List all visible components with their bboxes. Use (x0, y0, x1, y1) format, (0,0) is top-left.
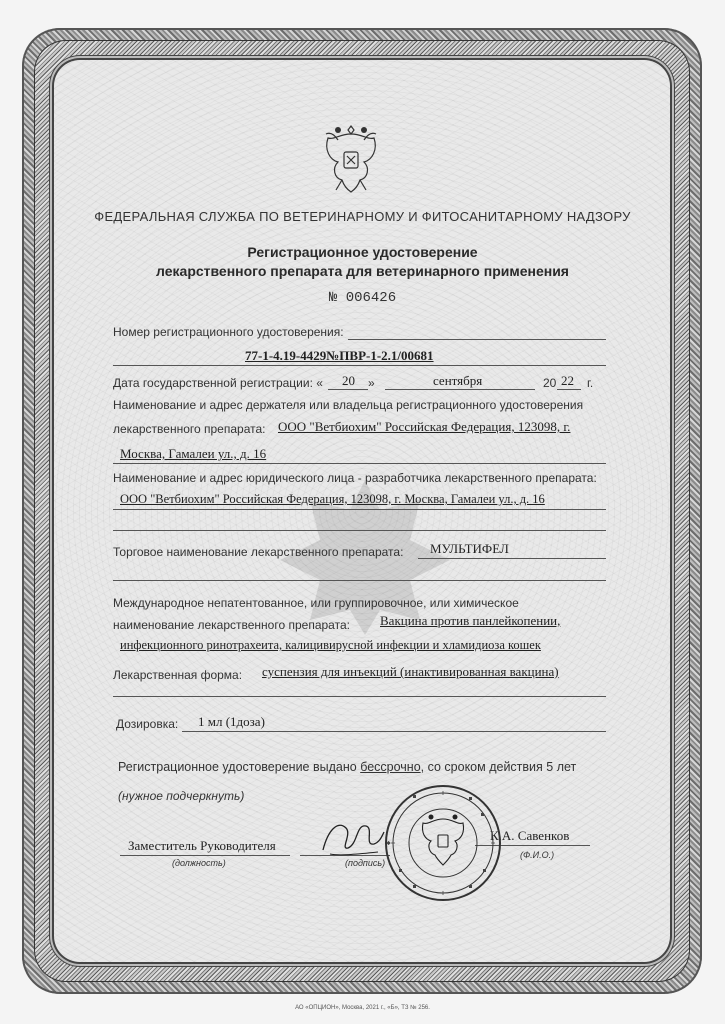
rule (348, 339, 606, 340)
date-day-close: » (368, 376, 375, 390)
dosage-value: 1 мл (1доза) (198, 714, 265, 729)
validity-text-2: , со сроком действия 5 лет (420, 760, 577, 774)
date-year: 22 (561, 373, 574, 388)
reg-number-label: Номер регистрационного удостоверения: (113, 325, 344, 339)
holder-value-2: Москва, Гамалеи ул., д. 16 (120, 446, 267, 461)
developer-label: Наименование и адрес юридического лица - разработчика лекарственного препарата: (113, 471, 597, 485)
rule (120, 855, 290, 856)
rule (113, 530, 606, 531)
rule (113, 365, 606, 366)
handwritten-signature-icon (318, 810, 388, 865)
validity-indefinite: бессрочно (360, 760, 421, 774)
rule (113, 509, 606, 510)
signatory-name: К.А. Савенков (490, 828, 570, 843)
position-caption: (должность) (172, 858, 226, 868)
date-day: 20 (342, 373, 355, 388)
rule (113, 696, 606, 697)
dosage-label: Дозировка: (116, 717, 179, 731)
form-label: Лекарственная форма: (113, 668, 243, 682)
rule (113, 463, 606, 464)
date-year-prefix: 20 (543, 376, 557, 390)
certificate-number: № 006426 (328, 290, 397, 306)
holder-value-1: ООО "Ветбиохим" Российская Федерация, 123098, г. (278, 419, 571, 434)
printer-imprint: АО «ОПЦИОН», Москва, 2021 г., «Б», ТЗ № 256. (295, 1005, 430, 1011)
underline-note: (нужное подчеркнуть) (118, 789, 245, 803)
rule (557, 389, 581, 390)
rule (113, 580, 606, 581)
date-month: сентября (433, 373, 483, 388)
validity-line (118, 760, 576, 774)
rule (182, 731, 606, 732)
name-caption: (Ф.И.О.) (520, 850, 555, 860)
validity-text-1: Регистрационное удостоверение выдано (118, 760, 357, 774)
date-label: Дата государственной регистрации: « (113, 376, 323, 390)
title-line-1: Регистрационное удостоверение (247, 244, 478, 260)
trade-name-label: Торговое наименование лекарственного препарата: (113, 545, 404, 559)
coat-of-arms-icon (318, 120, 384, 200)
trade-name-value: МУЛЬТИФЕЛ (430, 541, 509, 556)
inn-label-2: наименование лекарственного препарата: (113, 618, 350, 632)
document-title (60, 243, 665, 281)
form-value: суспензия для инъекций (инактивированная вакцина) (262, 664, 559, 679)
rule (385, 389, 535, 390)
sign-caption: (подпись) (345, 858, 386, 868)
holder-label-2: лекарственного препарата: (113, 422, 266, 436)
date-year-unit: г. (587, 376, 594, 390)
developer-value: ООО "Ветбиохим" Российская Федерация, 123098, г. Москва, Гамалеи ул., д. 16 (120, 492, 545, 506)
inn-value-1: Вакцина против панлейкопении, (380, 613, 561, 628)
rule (418, 558, 606, 559)
reg-number-value: 77-1-4.19-4429№ПВР-1-2.1/00681 (245, 348, 434, 363)
inn-label-1: Международное непатентованное, или группировочное, или химическое (113, 596, 519, 610)
official-stamp-icon (383, 783, 503, 903)
inn-value-2: инфекционного ринотрахеита, калицивирусной инфекции и хламидиоза кошек (120, 638, 541, 652)
rule (328, 389, 368, 390)
agency-name: ФЕДЕРАЛЬНАЯ СЛУЖБА ПО ВЕТЕРИНАРНОМУ И ФИТОСАНИТАРНОМУ НАДЗОРУ (94, 209, 631, 224)
holder-label-1: Наименование и адрес держателя или владельца регистрационного удостоверения (113, 398, 584, 412)
signatory-position: Заместитель Руководителя (128, 838, 276, 853)
title-line-2: лекарственного препарата для ветеринарного применения (156, 263, 569, 279)
